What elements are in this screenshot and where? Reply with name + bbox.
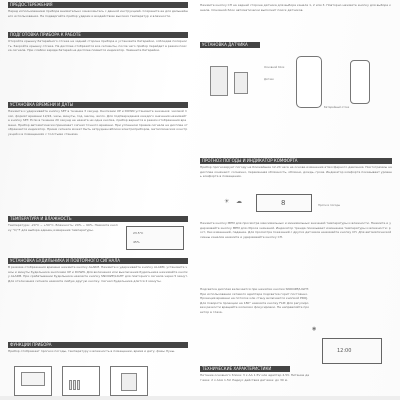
- section-text: В режиме отображения времени нажмите кнопку ALARM. Нажмите и удерживайте кнопку ALARM, установите часы и минуты будильника кнопками UP и DOWN. Для включения или выключения будильника нажимайте кнопку ALARM. При срабатывании будильника нажмите кнопку SNOOZE/LIGHT для повторного сигнала через 5 минут. Для отключения сигнала нажмите любую другую кнопку. Сигнал будильника длится 2 минуты.: [8, 265, 188, 283]
- section-precautions: [8, 2, 188, 29]
- sensor-diagram: [204, 54, 260, 108]
- lcd-digit: 8: [281, 199, 286, 207]
- weather-sun-icon: ☀: [224, 198, 230, 205]
- projection-lcd-image: [322, 338, 382, 364]
- section-time-date: [8, 102, 188, 217]
- section-heading: УСТАНОВКА БУДИЛЬНИКА И ПОВТОРНОГО СИГНАЛА: [8, 258, 188, 264]
- device-screen-illustration: [21, 372, 45, 386]
- lcd-display-image: [126, 226, 184, 250]
- section-sensor-install: [200, 42, 392, 109]
- sensor-unit-illustration: [234, 72, 248, 94]
- section-text: Откройте крышку батарейного отсека на задней стороне прибора и установите батарейки, соблюдая полярность. Закройте крышку отсека. На дисплее отобразятся все сегменты, после чего прибор перейдет в режим поиска сигнала. При слабом заряде батарей на дисплее появится индикатор. Замените батарейки.: [8, 39, 188, 52]
- section-text: Нажмите кнопку CH на задней стороне датчика для выбора канала 1, 2 или 3. Повторно нажмите кнопку для выбора канала. Основной блок автоматически выполнит поиск датчиков.: [200, 3, 391, 12]
- section-heading: ПРЕДОСТЕРЕЖЕНИЯ: [8, 2, 188, 8]
- sensor-back-illustration: [296, 56, 322, 108]
- section-heading: УСТАНОВКА ДАТЧИКА: [200, 42, 260, 48]
- section-text: Подсветка дисплея включается при нажатии кнопки SNOOZE/LIGHT. При использовании сетевого адаптера подсветка горит постоянно. Проекция времени на потолок или стену включается кнопкой PROJ. Для поворота проекции на 180° нажмите кнопку FLIP. Для регулировки резкости вращайте колесико фокусировки. Не направляйте проектор в глаза.: [200, 287, 310, 314]
- section-heading: УСТАНОВКА ВРЕМЕНИ И ДАТЫ: [8, 102, 188, 108]
- section-text: Нажмите и удерживайте кнопку SET в течение 3 секунд. Кнопками UP и DOWN установите значения: часовой пояс, формат времени 12/24, часы, минуты, год, месяц, число. Для подтверждения каждого значения нажимайте кнопку SET. Если в течение 20 секунд не нажата ни одна кнопка, прибор вернется в режим отображения времени. Прибор автоматически принимает сигнал точного времени. При успешном приеме сигнала на дисплее отображается индикатор. Прием сигнала может быть затруднен вблизи электроприборов, металлических конструкций и в помещениях с толстыми стенами.: [8, 109, 188, 136]
- diagram-label-battery: Батарейный отсек: [324, 106, 350, 109]
- section-setup: [8, 32, 188, 99]
- weather-cloud-icon: ☁: [236, 198, 242, 205]
- page-fold-edge: [0, 396, 400, 400]
- forecast-lcd-image: [256, 194, 312, 212]
- lcd-time: 12:00: [337, 348, 352, 354]
- device-front-illustration: [14, 366, 52, 396]
- battery-compartment-illustration: [350, 60, 370, 104]
- section-text: Прибор прогнозирует погоду на ближайшие 12-24 часа на основе изменения атмосферного давления. Пиктограммы на дисплее означают: солнечно, переменная облачность, облачно, дождь, гроза. Индикатор комфорта показывает уровень комфорта в помещении.: [200, 165, 392, 178]
- section-channel: [200, 2, 392, 37]
- device-back-illustration: [62, 366, 100, 396]
- section-heading: ТЕМПЕРАТУРА И ВЛАЖНОСТЬ: [8, 216, 188, 222]
- section-projection: [200, 286, 392, 359]
- section-functions: [8, 342, 188, 365]
- projector-icon: ◉: [312, 326, 317, 332]
- section-heading: ФУНКЦИИ ПРИБОРА: [8, 342, 188, 348]
- section-memory: [200, 220, 392, 281]
- section-temperature: [8, 216, 188, 257]
- section-specs: [200, 366, 392, 391]
- main-unit-illustration: [210, 66, 228, 96]
- section-alarm: [8, 258, 188, 341]
- section-text: Прибор отображает прогноз погоды, температуру и влажность в помещении, время и дату, фазы Луны.: [8, 349, 176, 353]
- lcd-line-2: 45%: [133, 240, 140, 244]
- section-text: Нажмите кнопку MEM для просмотра максимальных и минимальных значений температуры и влажности. Нажмите и удерживайте кнопку MEM для сброса значений. Индикатор тренда показывает изменение температуры и влажности: рост, без изменений, падение. Для просмотра показаний с других датчиков нажимайте кнопку CH. Для автоматической смены каналов нажмите и удерживайте кнопку CH.: [200, 221, 392, 239]
- section-text: Перед использованием прибора внимательно ознакомьтесь с данной инструкцией. Сохраните ее для дальнейшего использования. Не подвергайте прибор ударам и воздействию высоких температур и влажности.: [8, 9, 188, 18]
- section-text: Питание основного блока: 3 x AA 1.5V или адаптер 4.5V. Питание датчика: 2 x AAA 1.5V. Радиус действия датчика: до 30 м.: [200, 373, 310, 382]
- sensor-illustration: [110, 366, 148, 396]
- diagram-label-main-unit: Основной блок: [264, 66, 285, 69]
- forecast-caption: Прогноз погоды: [318, 204, 341, 207]
- section-heading: ПРОГНОЗ ПОГОДЫ И ИНДИКАТОР КОМФОРТА: [200, 158, 392, 164]
- section-heading: ТЕХНИЧЕСКИЕ ХАРАКТЕРИСТИКИ: [200, 366, 290, 372]
- section-text: Температура: -20°C ~ +50°C. Влажность: 20% ~ 99%. Нажмите кнопку °C/°F для выбора единиц измерения температуры.: [8, 223, 118, 232]
- section-forecast: [200, 158, 392, 207]
- section-heading: ПОДГОТОВКА ПРИБОРА К РАБОТЕ: [8, 32, 188, 38]
- lcd-line-1: 23.5°C: [133, 231, 144, 235]
- battery-icon: [69, 375, 81, 394]
- sensor-icon: [121, 373, 137, 391]
- diagram-label-sensor: Датчик: [264, 78, 274, 81]
